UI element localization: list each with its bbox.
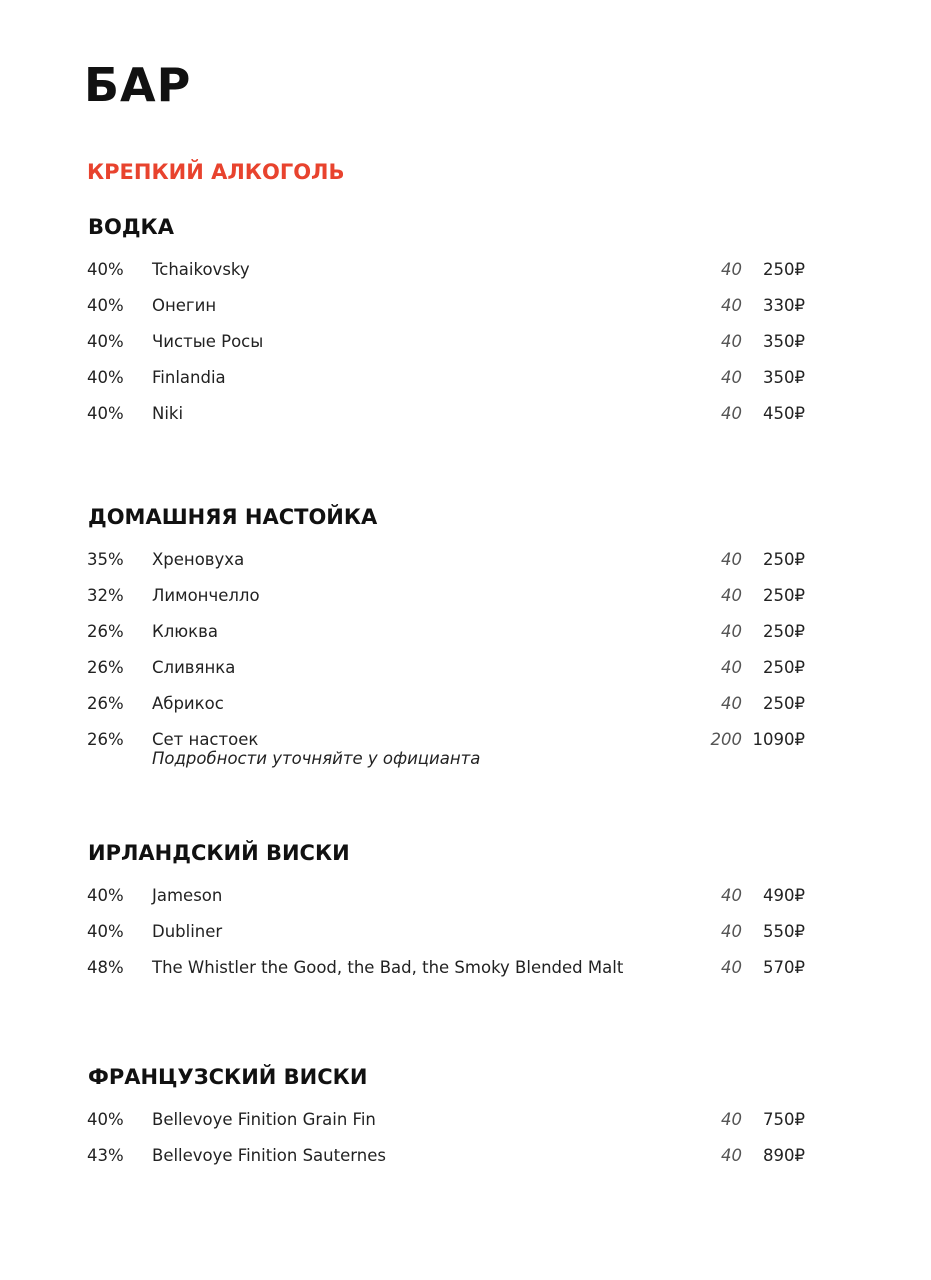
item-name-block <box>152 922 222 941</box>
item-volume: 40 <box>721 1146 742 1165</box>
item-note: Подробности уточняйте у официанта <box>152 749 481 768</box>
item-abv: 40% <box>87 368 124 387</box>
item-volume: 40 <box>721 922 742 941</box>
item-name: Dubliner <box>152 922 223 941</box>
item-price: 570₽ <box>763 958 805 977</box>
item-name-block <box>152 1110 376 1129</box>
menu-item <box>0 1110 931 1146</box>
section-title: ДОМАШНЯЯ НАСТОЙКА <box>88 505 378 529</box>
item-name: Niki <box>152 404 184 423</box>
item-name: Tchaikovsky <box>152 260 250 279</box>
menu-item <box>0 260 931 296</box>
item-abv: 40% <box>87 404 124 423</box>
menu-item <box>0 694 931 730</box>
item-price: 330₽ <box>763 296 805 315</box>
section-title: ИРЛАНДСКИЙ ВИСКИ <box>88 841 350 865</box>
item-name-block <box>152 694 224 713</box>
item-price: 890₽ <box>763 1146 805 1165</box>
item-name: Абрикос <box>152 694 224 713</box>
item-name: Чистые Росы <box>152 332 264 351</box>
item-name-block <box>152 296 216 315</box>
item-price: 550₽ <box>763 922 805 941</box>
item-abv: 26% <box>87 730 124 749</box>
category-title: КРЕПКИЙ АЛКОГОЛЬ <box>87 160 345 184</box>
item-price: 1090₽ <box>752 730 805 749</box>
item-name-block <box>152 1146 386 1165</box>
item-name-block <box>152 622 218 641</box>
menu-item <box>0 550 931 586</box>
item-volume: 40 <box>721 586 742 605</box>
item-abv: 48% <box>87 958 124 977</box>
item-volume: 40 <box>721 886 742 905</box>
page-title: БАР <box>84 58 192 112</box>
item-abv: 35% <box>87 550 124 569</box>
item-abv: 40% <box>87 886 124 905</box>
item-name-block <box>152 404 183 423</box>
section-title: ФРАНЦУЗСКИЙ ВИСКИ <box>88 1065 368 1089</box>
item-volume: 40 <box>721 1110 742 1129</box>
item-name: Клюква <box>152 622 218 641</box>
item-name: Хреновуха <box>152 550 245 569</box>
item-volume: 40 <box>721 404 742 423</box>
item-price: 490₽ <box>763 886 805 905</box>
item-abv: 40% <box>87 296 124 315</box>
item-price: 250₽ <box>763 622 805 641</box>
menu-item <box>0 622 931 658</box>
item-volume: 40 <box>721 694 742 713</box>
item-name: The Whistler the Good, the Bad, the Smoky Blended Malt <box>152 958 624 977</box>
item-name-block <box>152 730 480 768</box>
item-abv: 40% <box>87 260 124 279</box>
item-name-block <box>152 368 226 387</box>
item-name-block <box>152 958 623 977</box>
item-abv: 43% <box>87 1146 124 1165</box>
item-abv: 26% <box>87 694 124 713</box>
item-name-block <box>152 332 263 351</box>
item-volume: 40 <box>721 368 742 387</box>
item-name-block <box>152 658 235 677</box>
item-name: Finlandia <box>152 368 226 387</box>
item-abv: 32% <box>87 586 124 605</box>
item-price: 250₽ <box>763 658 805 677</box>
item-name: Jameson <box>152 886 223 905</box>
item-name-block <box>152 550 244 569</box>
menu-item <box>0 730 931 766</box>
item-name-block <box>152 260 250 279</box>
item-name-block <box>152 586 260 605</box>
item-volume: 40 <box>721 550 742 569</box>
item-volume: 40 <box>721 296 742 315</box>
item-abv: 26% <box>87 658 124 677</box>
item-volume: 200 <box>710 730 742 749</box>
menu-item <box>0 368 931 404</box>
item-abv: 40% <box>87 1110 124 1129</box>
item-price: 350₽ <box>763 368 805 387</box>
item-price: 750₽ <box>763 1110 805 1129</box>
item-volume: 40 <box>721 622 742 641</box>
item-abv: 40% <box>87 922 124 941</box>
item-price: 250₽ <box>763 586 805 605</box>
menu-item <box>0 1146 931 1182</box>
menu-item <box>0 958 931 994</box>
menu-item <box>0 332 931 368</box>
item-volume: 40 <box>721 332 742 351</box>
item-abv: 40% <box>87 332 124 351</box>
item-price: 250₽ <box>763 550 805 569</box>
item-price: 450₽ <box>763 404 805 423</box>
item-name: Сет настоек <box>152 730 259 749</box>
item-price: 250₽ <box>763 260 805 279</box>
item-price: 350₽ <box>763 332 805 351</box>
item-name: Сливянка <box>152 658 236 677</box>
menu-item <box>0 886 931 922</box>
section-title: ВОДКА <box>88 215 174 239</box>
menu-item <box>0 586 931 622</box>
item-name: Bellevoye Finition Grain Fin <box>152 1110 376 1129</box>
item-name: Bellevoye Finition Sauternes <box>152 1146 386 1165</box>
item-name-block <box>152 886 222 905</box>
item-abv: 26% <box>87 622 124 641</box>
menu-item <box>0 658 931 694</box>
item-volume: 40 <box>721 958 742 977</box>
item-volume: 40 <box>721 260 742 279</box>
menu-item <box>0 296 931 332</box>
item-price: 250₽ <box>763 694 805 713</box>
menu-item <box>0 404 931 440</box>
menu-item <box>0 922 931 958</box>
item-volume: 40 <box>721 658 742 677</box>
item-name: Онегин <box>152 296 217 315</box>
item-name: Лимончелло <box>152 586 260 605</box>
